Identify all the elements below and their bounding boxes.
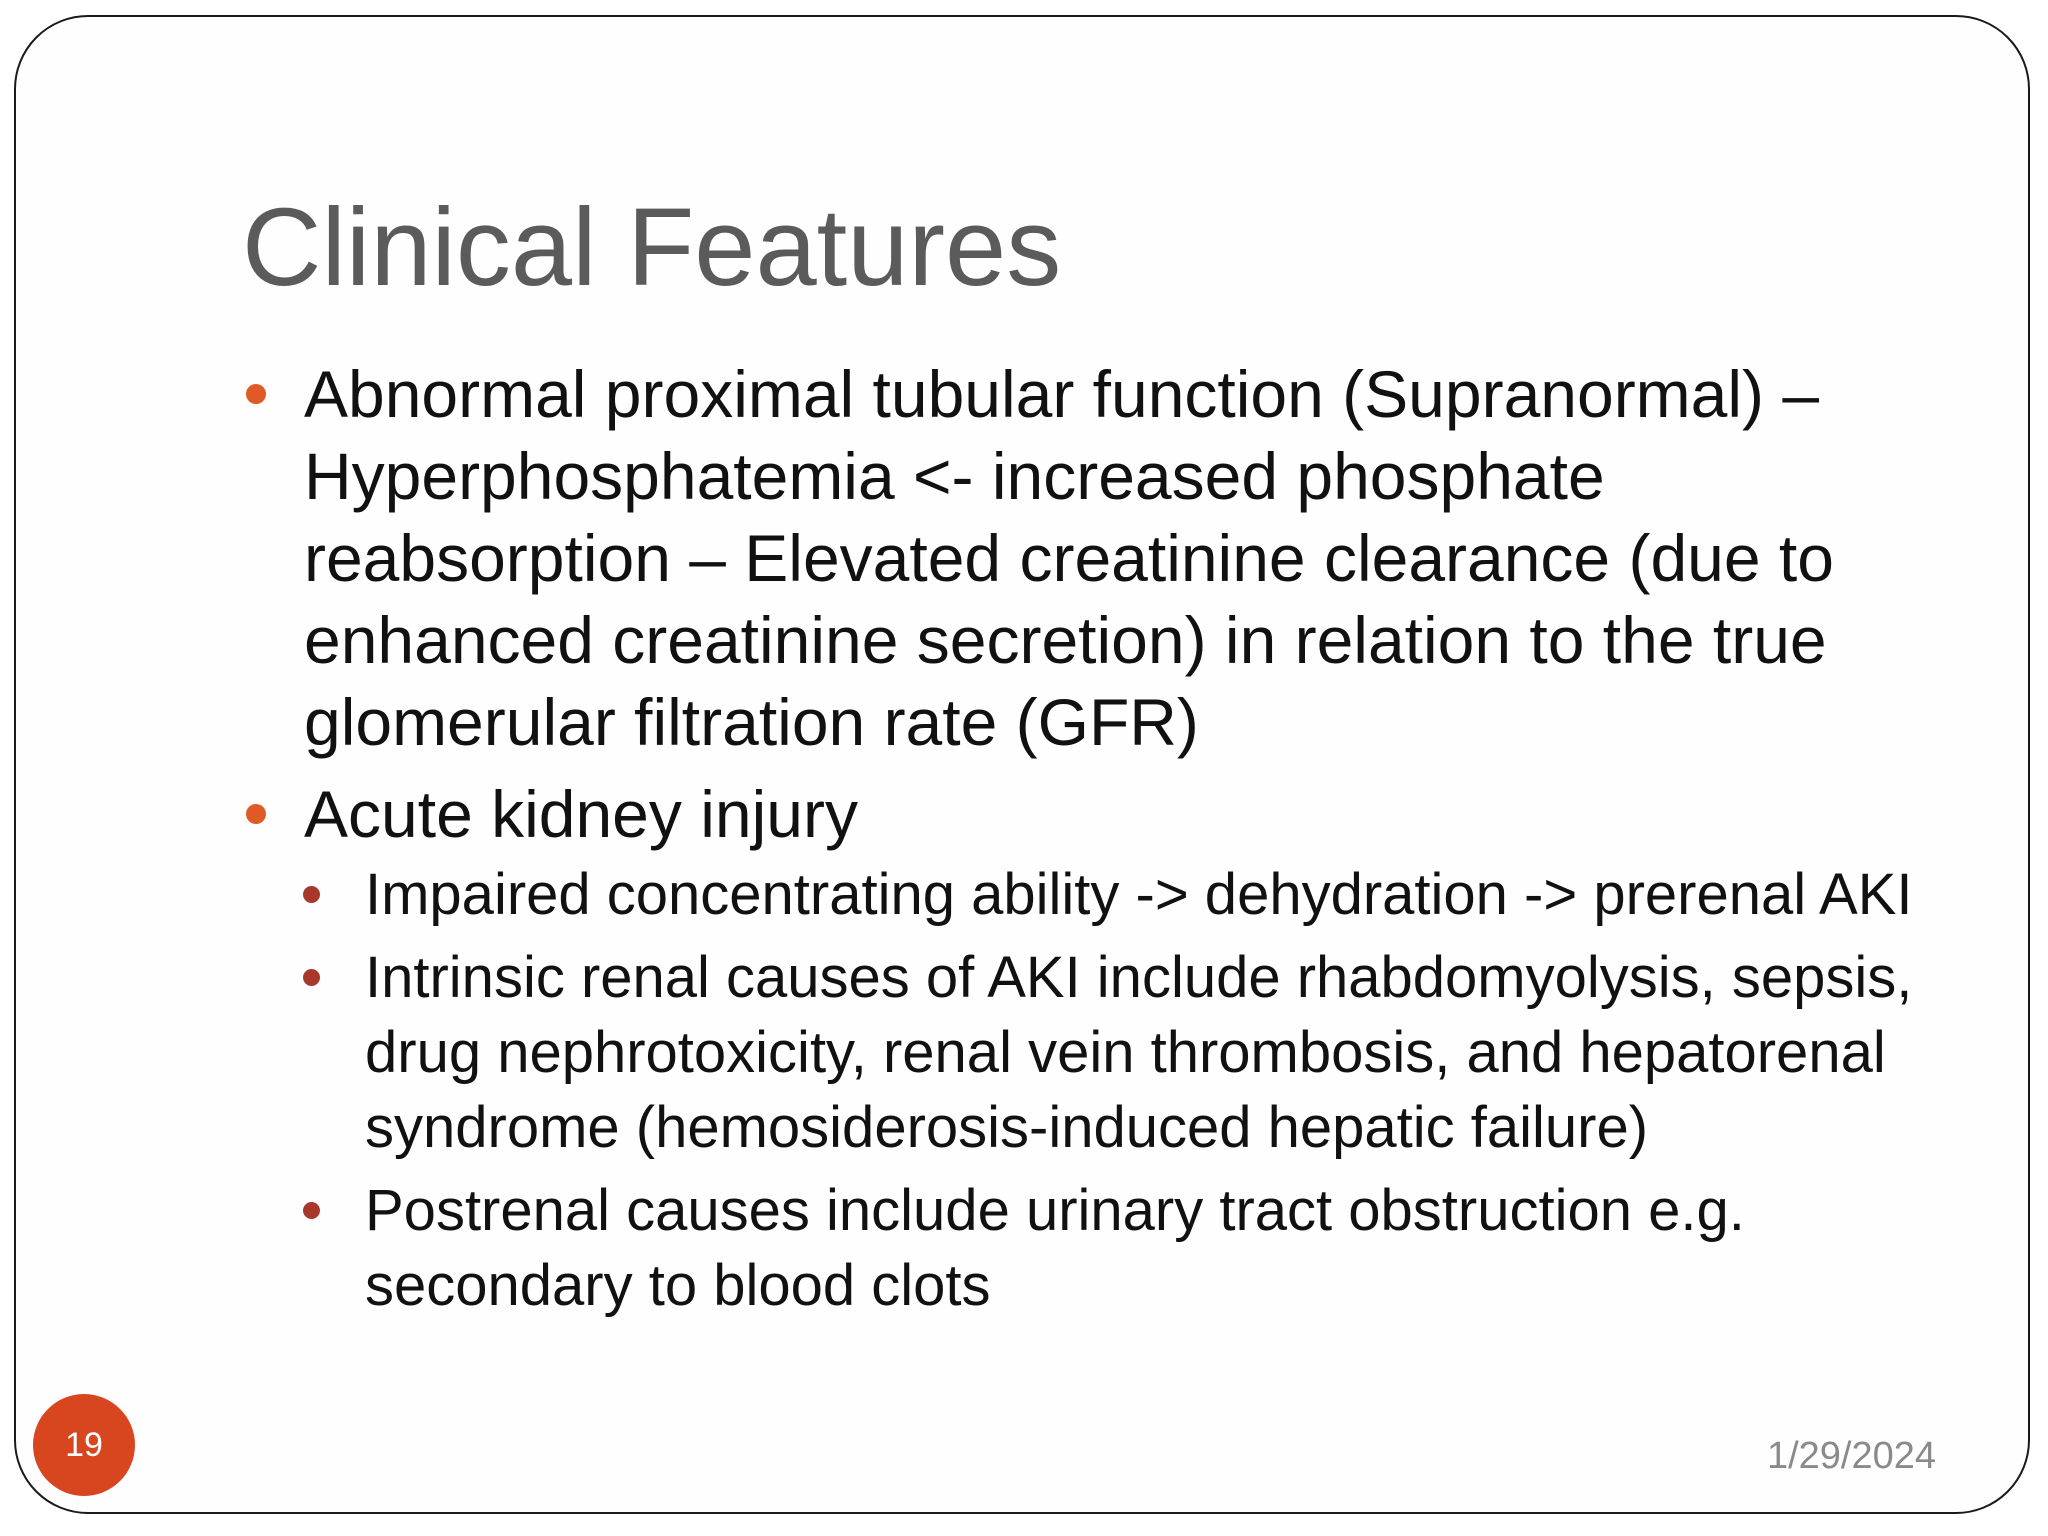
slide-frame (14, 15, 2030, 1514)
bullet-dot-icon (246, 804, 266, 824)
bullet-list (242, 353, 1942, 1333)
bullet-text: Abnormal proximal tubular function (Supranormal) – Hyperphosphatemia <- increased phosphate reabsorption – Elevated creatinine clearance (due to enhanced creatinine secretion) in relation to the true glomerular filtration rate (GFR) (304, 357, 1834, 759)
sub-bullet-dot-icon (303, 1202, 320, 1219)
sub-bullet-item (304, 940, 1942, 1165)
bullet-item (242, 773, 1942, 1323)
bullet-item (242, 353, 1942, 763)
sub-bullet-text: Postrenal causes include urinary tract obstruction e.g. secondary to blood clots (365, 1178, 1745, 1318)
sub-bullet-text: Intrinsic renal causes of AKI include rhabdomyolysis, sepsis, drug nephrotoxicity, renal vein thrombosis, and hepatorenal syndrome (hemosiderosis-induced hepatic failure) (365, 945, 1913, 1160)
sub-bullet-item (304, 857, 1942, 932)
sub-bullet-dot-icon (303, 886, 320, 903)
sub-bullet-item (304, 1173, 1942, 1323)
slide-date: 1/29/2024 (1766, 1435, 1936, 1477)
sub-bullet-text: Impaired concentrating ability -> dehydration -> prerenal AKI (365, 862, 1913, 927)
slide-title: Clinical Features (242, 186, 1062, 309)
bullet-text: Acute kidney injury (304, 777, 858, 851)
sub-bullet-dot-icon (303, 969, 320, 986)
page-number-badge: 19 (33, 1394, 135, 1496)
sub-bullet-list (304, 857, 1942, 1323)
bullet-dot-icon (246, 384, 266, 404)
